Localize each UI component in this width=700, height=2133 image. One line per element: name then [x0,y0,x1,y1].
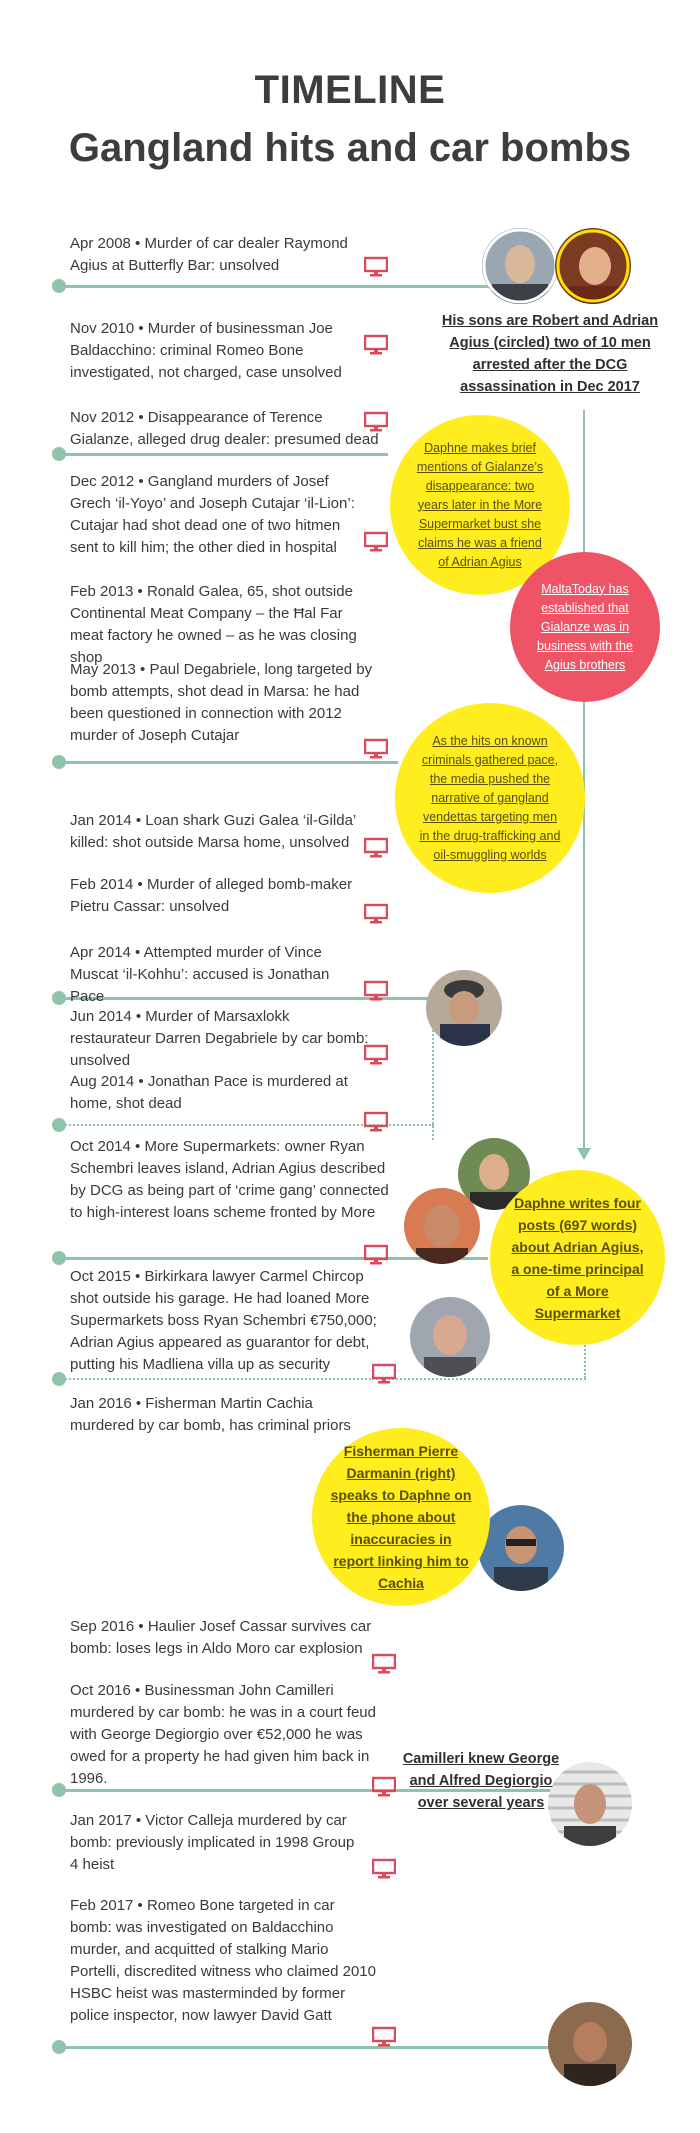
monitor-icon[interactable] [364,837,388,859]
callout-daphne-four-posts[interactable] [490,1170,665,1345]
callout-text[interactable]: Daphne writes four posts (697 words) about Adrian Agius, a one-time principal of a More Supermarket [511,1194,644,1321]
callout-text[interactable]: Fisherman Pierre Darmanin (right) speaks to Daphne on the phone about inaccuracies in report linking him to Cachia [330,1443,472,1591]
event-oct-2016: Oct 2016 • Businessman John Camilleri murdered by car bomb: he was in a court feud with George Degiorgio over €52,000 he was owed for a property he had given him back in 1996. [70,1682,376,1787]
monitor-icon[interactable] [364,256,388,278]
event-jan-2017: Jan 2017 • Victor Calleja murdered by car bomb: previously implicated in 1998 Group 4 heist [70,1812,355,1873]
event-jun-2014: Jun 2014 • Murder of Marsaxlokk restaurateur Darren Degabriele by car bomb: unsolved [70,1008,369,1069]
photo-robert-agius [482,228,558,304]
event-nov-2012: Nov 2012 • Disappearance of Terence Gialanze, alleged drug dealer: presumed dead [70,409,379,448]
event-oct-2015: Oct 2015 • Birkirkara lawyer Carmel Chircop shot outside his garage. He had loaned More Supermarkets boss Ryan Schembri €750,000; Adrian Agius appeared as guarantor for debt, putting his Madliena villa up as security [70,1268,377,1373]
page-subtitle: Gangland hits and car bombs [68,126,632,170]
callout-maltatoday[interactable] [510,552,660,702]
event-jan-2016: Jan 2016 • Fisherman Martin Cachia murdered by car bomb, has criminal priors [70,1395,351,1434]
timeline-dot [52,755,66,769]
photo-adrian-agius-2 [404,1188,480,1264]
monitor-icon[interactable] [364,1111,388,1133]
timeline-line [58,285,498,288]
event-dec-2012: Dec 2012 • Gangland murders of Josef Grech ‘il-Yoyo’ and Joseph Cutajar ‘il-Lion’: Cutajar had shot dead one of two hitmen sent to kill him; the other died in hospital [70,473,355,556]
caption-agius-sons[interactable]: His sons are Robert and Adrian Agius (circled) two of 10 men arrested after the DCG assassination in Dec 2017 [441,313,659,395]
arrow-down-icon [577,1148,591,1160]
event-may-2013: May 2013 • Paul Degabriele, long targeted by bomb attempts, shot dead in Marsa: he had been questioned in connection with 2012 murder of Joseph Cutajar [70,661,373,744]
event-feb-2014: Feb 2014 • Murder of alleged bomb-maker Pietru Cassar: unsolved [70,876,353,915]
event-feb-2017: Feb 2017 • Romeo Bone targeted in car bomb: was investigated on Baldacchino murder, and acquitted of stalking Mario Portelli, discredited witness who claimed 2010 HSBC heist was masterminded by former police inspector, now lawyer David Gatt [70,1897,376,2024]
timeline-dot [52,447,66,461]
monitor-icon[interactable] [364,531,388,553]
connector-dotted-line [372,1378,586,1380]
monitor-icon[interactable] [364,738,388,760]
page-title: TIMELINE [254,68,446,112]
event-oct-2014: Oct 2014 • More Supermarkets: owner Ryan Schembri leaves island, Adrian Agius described by DCG as being part of ‘crime gang’ connected to high-interest loans scheme fronted by More [70,1138,389,1221]
monitor-icon[interactable] [364,334,388,356]
timeline-dot [52,1118,66,1132]
event-sep-2016: Sep 2016 • Haulier Josef Cassar survives car bomb: loses legs in Aldo Moro car explosion [70,1618,372,1657]
event-jan-2014: Jan 2014 • Loan shark Guzi Galea ‘il-Gilda’ killed: shot outside Marsa home, unsolved [70,812,356,851]
monitor-icon[interactable] [364,980,388,1002]
timeline-dot [52,1372,66,1386]
event-apr-2008: Apr 2008 • Murder of car dealer Raymond Agius at Butterfly Bar: unsolved [70,235,348,274]
monitor-icon[interactable] [372,1363,396,1385]
timeline-dot [52,991,66,1005]
event-apr-2014: Apr 2014 • Attempted murder of Vince Muscat ‘il-Kohhu’: accused is Jonathan Pace [70,944,330,1005]
monitor-icon[interactable] [364,903,388,925]
timeline-dot [52,1251,66,1265]
photo-carmel-chircop [410,1297,490,1377]
timeline-dotted-line [58,1378,374,1380]
monitor-icon[interactable] [372,2026,396,2048]
monitor-icon[interactable] [372,1858,396,1880]
timeline-line [58,761,398,764]
monitor-icon[interactable] [372,1776,396,1798]
monitor-icon[interactable] [372,1653,396,1675]
event-feb-2013: Feb 2013 • Ronald Galea, 65, shot outside Continental Meat Company – the Ħal Far meat factory he owned – as he was closing shop [70,583,357,666]
photo-romeo-bone [548,2002,632,2086]
monitor-icon[interactable] [364,1044,388,1066]
photo-adrian-agius [555,228,631,304]
photo-pierre-darmanin [478,1505,564,1591]
timeline-dot [52,1783,66,1797]
timeline-line [58,453,388,456]
event-nov-2010: Nov 2010 • Murder of businessman Joe Baldacchino: criminal Romeo Bone investigated, not charged, case unsolved [70,320,342,381]
timeline-dot [52,2040,66,2054]
callout-fisherman-darmanin[interactable] [312,1428,490,1606]
callout-text[interactable]: As the hits on known criminals gathered pace, the media pushed the narrative of gangland vendettas targeting men in the drug-trafficking and oil-smuggling worlds [419,733,561,862]
timeline-dot [52,279,66,293]
callout-text[interactable]: Daphne makes brief mentions of Gialanze’s disappearance: two years later in the More Supermarket bust she claims he was a friend of Adrian Agius [416,440,544,569]
monitor-icon[interactable] [364,411,388,433]
callout-media-narrative[interactable] [395,703,585,893]
monitor-icon[interactable] [364,1244,388,1266]
photo-vince-muscat [426,970,502,1046]
timeline-line [58,2046,558,2049]
event-aug-2014: Aug 2014 • Jonathan Pace is murdered at home, shot dead [70,1073,348,1112]
callout-text[interactable]: MaltaToday has established that Gialanze was in business with the Agius brothers [537,581,633,672]
connector-dotted-line [432,1022,434,1140]
caption-camilleri[interactable]: Camilleri knew George and Alfred Degiorgio over several years [402,1751,560,1811]
